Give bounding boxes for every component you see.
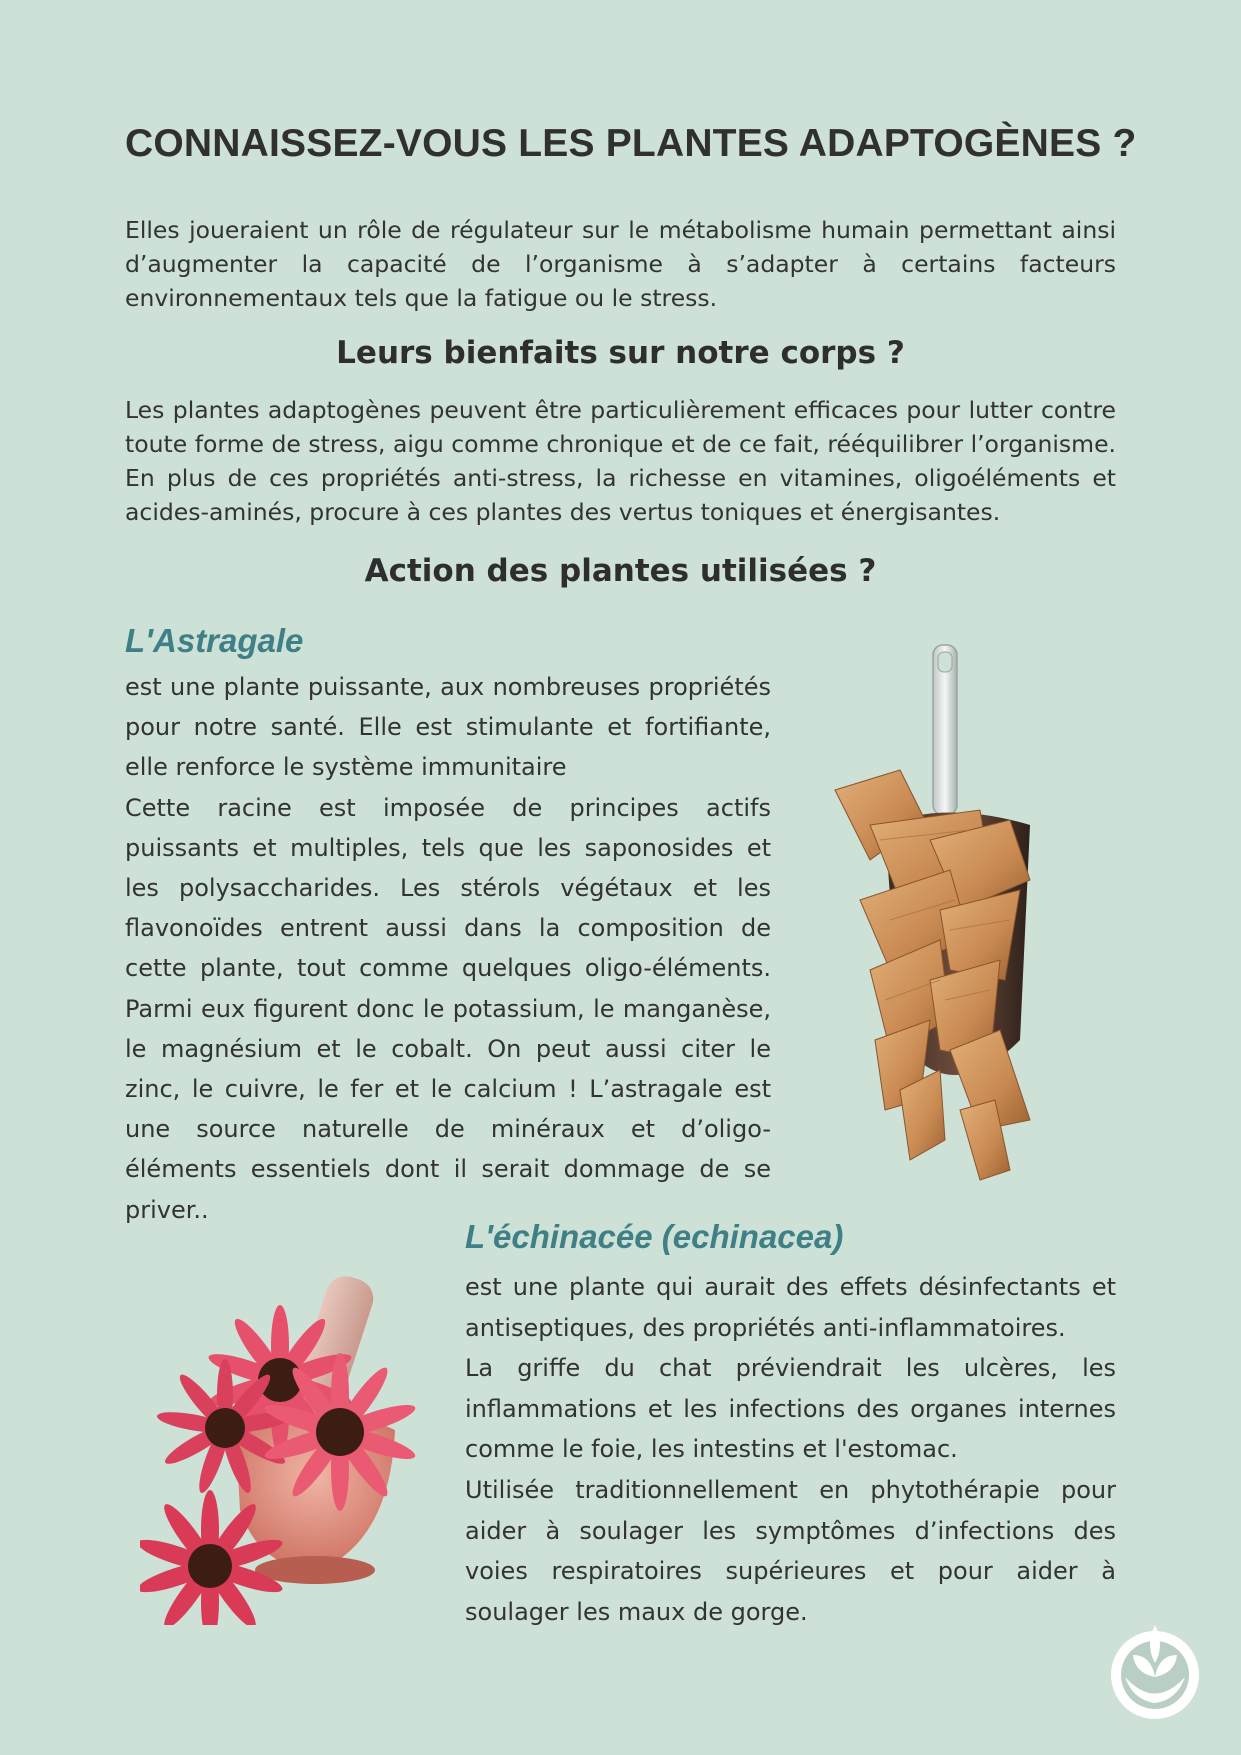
page-title: CONNAISSEZ-VOUS LES PLANTES ADAPTOGÈNES ? [125,122,1137,165]
intro-paragraph: Elles joueraient un rôle de régulateur sur le métabolisme humain permettant ainsi d’augmenter la capacité de l’organisme à s’adapter à certains facteurs environnementaux tels que la fatigue ou le stress. [125,216,1116,312]
echinacea-flowers-image [140,1270,430,1625]
echinacea-description [465,1267,1116,1632]
astragale-heading: L'Astragale [125,622,304,659]
echinacea-paragraph-2: La griffe du chat préviendrait les ulcères, les inflammations et les infections des organes internes comme le foie, les intestins et l'estomac. [465,1354,1116,1464]
echinacea-paragraph-3: Utilisée traditionnellement en phytothérapie pour aider à soulager les symptômes d’infections des voies respiratoires supérieures et pour aider à soulager les maux de gorge. [465,1475,1116,1626]
echinacea-heading: L'échinacée (echinacea) [465,1218,844,1255]
astragale-paragraph-2: Cette racine est imposée de principes actifs puissants et multiples, tels que les saponosides et les polysaccharides. Les stérols végétaux et les flavonoïdes entrent aussi dans la composition de cette plante, tout comme quelques oligo-éléments. Parmi eux figurent donc le potassium, le manganèse, le magnésium et le cobalt. On peut aussi citer le zinc, le cuivre, le fer et le calcium ! L’astragale est une source naturelle de minéraux et d’oligo-éléments essentiels dont il serait dommage de se priver.. [125,793,771,1224]
benefits-heading: Leurs bienfaits sur notre corps ? [336,335,905,371]
benefits-paragraph: Les plantes adaptogènes peuvent être particulièrement efficaces pour lutter contre toute forme de stress, aigu comme chronique et de ce fait, rééquilibrer l’organisme. En plus de ces propriétés anti-stress, la richesse en vitamines, oligoéléments et acides-aminés, procure à ces plantes des vertus toniques et énergisantes. [125,396,1116,526]
astragale-description [125,667,771,1230]
astragale-paragraph-1: est une plante puissante, aux nombreuses propriétés pour notre santé. Elle est stimulante et fortifiante, elle renforce le système immunitaire [125,673,771,782]
leaf-logo-icon [1105,1615,1205,1725]
astragalus-root-image [830,640,1060,1200]
action-heading: Action des plantes utilisées ? [364,553,877,589]
echinacea-paragraph-1: est une plante qui aurait des effets désinfectants et antiseptiques, des propriétés anti-inflammatoires. [465,1273,1116,1342]
